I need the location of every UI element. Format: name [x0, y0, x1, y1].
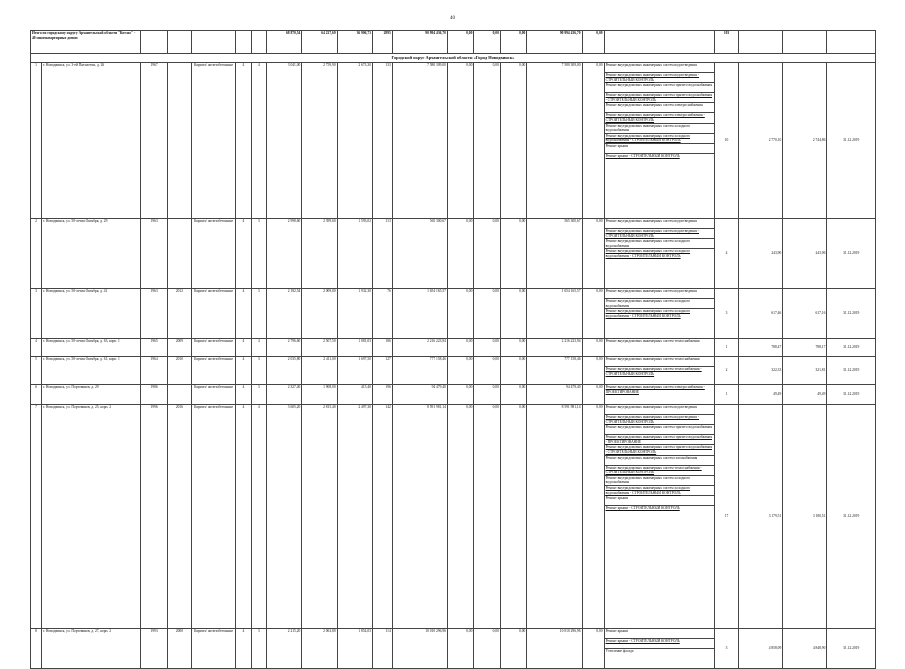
unit-cost-max: 243,90 [739, 219, 783, 289]
area-premises: 1 908,00 [302, 385, 337, 405]
totals-fund-federal: 0,00 [447, 31, 473, 54]
wall-material: Кирпич/ железобетонные [192, 629, 236, 669]
fund-federal: 0,00 [447, 385, 473, 405]
table-row [31, 629, 876, 669]
completion-date: 31.12.2019 [827, 289, 876, 339]
page-number: 40 [450, 16, 455, 21]
row-number: 6 [31, 385, 42, 405]
area-residential: 2 497,30 [337, 405, 372, 629]
work-item: Ремонт внутридомовых инженерных систем горячего водоснабжения - ПРОЕКТИРОВАНИЕ [605, 435, 713, 444]
unit-cost-actual: 321,81 [783, 357, 827, 385]
entrances-count: 3 [251, 219, 266, 289]
works-count: 17 [714, 405, 738, 629]
floors-count: 4 [236, 405, 251, 629]
works-count: 3 [714, 629, 738, 669]
totals-area-premises: 64 227,69 [302, 31, 337, 54]
repair-program-table [30, 30, 876, 669]
repair-cost: 2 216 223,94 [392, 339, 447, 357]
wall-material: Кирпич/ железобетонные [192, 339, 236, 357]
wall-material: Кирпич/ железобетонные [192, 219, 236, 289]
house-address: г. Новодвинск, ул. Портовиков, д. 29 [42, 385, 141, 405]
fund-regional: 0,00 [474, 629, 500, 669]
totals-fund-other: 0,00 [582, 31, 604, 54]
work-item: Ремонт внутридомовых инженерных систем горячего водоснабжения - СТРОИТЕЛЬНЫЙ КОНТРОЛЬ [605, 445, 713, 454]
fund-federal: 0,00 [447, 339, 473, 357]
area-total: 3 605,20 [267, 405, 302, 629]
area-total: 2 796,60 [267, 339, 302, 357]
work-item: Ремонт внутридомовых инженерных систем холодного водоснабжения [605, 476, 714, 486]
last-repair-year [167, 219, 191, 289]
fund-other: 0,00 [582, 289, 604, 339]
work-item: Ремонт внутридомовых инженерных систем горячего водоснабжения [605, 83, 714, 93]
fund-other: 0,00 [582, 385, 604, 405]
repair-cost: 7 580 309,00 [392, 63, 447, 219]
row-number: 1 [31, 63, 42, 219]
entrances-count: 3 [251, 385, 266, 405]
works-list [604, 385, 714, 405]
last-repair-year [167, 63, 191, 219]
totals-row [31, 31, 876, 54]
fund-other: 0,00 [582, 219, 604, 289]
area-residential: 1 697,50 [337, 357, 372, 385]
area-premises: 2 759,90 [302, 63, 337, 219]
last-repair-year: 2016 [167, 405, 191, 629]
work-item: Ремонт крыши [605, 496, 714, 506]
completion-date: 31.12.2019 [827, 629, 876, 669]
entrances-count: 3 [251, 289, 266, 339]
row-number: 3 [31, 289, 42, 339]
fund-local: 0,00 [500, 629, 526, 669]
work-item: Ремонт внутридомовых инженерных систем водоотведения - СТРОИТЕЛЬНЫЙ КОНТРОЛЬ [605, 73, 714, 83]
area-premises: 2 815,40 [302, 405, 337, 629]
unit-cost-actual: 4 848,90 [783, 629, 827, 669]
area-total: 2 327,40 [267, 385, 302, 405]
area-residential: 2 673,30 [337, 63, 372, 219]
fund-owners: 565 300,67 [527, 219, 582, 289]
entrances-count: 3 [251, 629, 266, 669]
residents-count: 114 [372, 629, 392, 669]
residents-count: 133 [372, 63, 392, 219]
last-repair-year: 2012 [167, 289, 191, 339]
work-item: Ремонт внутридомовых инженерных систем водоотведения [605, 219, 714, 229]
area-premises: 2 411,00 [302, 357, 337, 385]
last-repair-year [167, 385, 191, 405]
totals-area-residential: 36 906,73 [337, 31, 372, 54]
works-count: 3 [714, 289, 738, 339]
wall-material: Кирпич/ железобетонные [192, 405, 236, 629]
fund-owners: 777 158,46 [527, 357, 582, 385]
area-residential: 1 932,30 [337, 289, 372, 339]
works-list [604, 289, 714, 339]
residents-count: 142 [372, 405, 392, 629]
repair-cost: 777 158,46 [392, 357, 447, 385]
work-item: Утепление фасада [605, 649, 634, 653]
repair-cost: 565 300,67 [392, 219, 447, 289]
fund-local: 0,00 [500, 219, 526, 289]
totals-fund-owners: 90 994 436,70 [527, 31, 582, 54]
table-row [31, 405, 876, 629]
area-residential: 415,40 [337, 385, 372, 405]
entrances-count: 4 [251, 63, 266, 219]
entrances-count: 4 [251, 405, 266, 629]
fund-regional: 0,00 [474, 63, 500, 219]
works-list [604, 629, 714, 669]
build-year: 1993 [141, 629, 167, 669]
works-list [604, 357, 714, 385]
fund-local: 0,00 [500, 405, 526, 629]
fund-owners: 8 591 981,14 [527, 405, 582, 629]
work-item: Ремонт крыши [605, 629, 714, 639]
work-item: Ремонт крыши - СТРОИТЕЛЬНЫЙ КОНТРОЛЬ [605, 506, 680, 511]
work-item: Ремонт внутридомовых инженерных систем водоотведения - СТРОИТЕЛЬНЫЙ КОНТРОЛЬ [605, 229, 714, 239]
work-item: Ремонт внутридомовых инженерных систем водоотведения [605, 289, 714, 299]
work-item: Ремонт внутридомовых инженерных систем водоотведения - СТРОИТЕЛЬНЫЙ КОНТРОЛЬ [605, 415, 714, 425]
fund-local: 0,00 [500, 385, 526, 405]
completion-date: 31.12.2019 [827, 385, 876, 405]
build-year: 1967 [141, 63, 167, 219]
entrances-count: 4 [251, 339, 266, 357]
fund-local: 0,00 [500, 289, 526, 339]
last-repair-year: 2009 [167, 339, 191, 357]
unit-cost-actual: 617,16 [783, 289, 827, 339]
works-list [604, 219, 714, 289]
work-item: Ремонт внутридомовых инженерных систем теплоснабжения [605, 339, 700, 343]
fund-local: 0,00 [500, 339, 526, 357]
fund-regional: 0,00 [474, 405, 500, 629]
floors-count: 4 [236, 289, 251, 339]
works-count: 1 [714, 385, 738, 405]
table-row [31, 385, 876, 405]
work-item: Ремонт внутридомовых инженерных систем холодного водоснабжения [605, 124, 714, 134]
area-total: 2 998,60 [267, 219, 302, 289]
table-row [31, 219, 876, 289]
works-count: 10 [714, 63, 738, 219]
unit-cost-max: 4 858,09 [739, 629, 783, 669]
fund-other: 0,00 [582, 63, 604, 219]
fund-federal: 0,00 [447, 289, 473, 339]
completion-date: 31.12.2019 [827, 219, 876, 289]
work-item: Ремонт внутридомовых инженерных систем теплоснабжения - СТРОИТЕЛЬНЫЙ КОНТРОЛЬ [605, 466, 714, 476]
house-address: г. Новодвинск, ул. 50-летия Октября, д. 41 [42, 289, 141, 339]
residents-count: 196 [372, 385, 392, 405]
work-item: Ремонт внутридомовых инженерных систем электроснабжения - СТРОИТЕЛЬНЫЙ КОНТРОЛЬ [605, 113, 714, 123]
totals-cost: 90 994 436,70 [392, 31, 447, 54]
unit-cost-actual: 2 744,86 [783, 63, 827, 219]
fund-owners: 7 580 309,00 [527, 63, 582, 219]
row-number: 2 [31, 219, 42, 289]
works-list [604, 63, 714, 219]
unit-cost-max: 49,49 [739, 385, 783, 405]
table-row [31, 357, 876, 385]
work-item: Ремонт внутридомовых инженерных систем холодного водоснабжения - СТРОИТЕЛЬНЫЙ КОНТРОЛЬ [605, 249, 691, 258]
repair-cost: 10 010 296,96 [392, 629, 447, 669]
area-total: 2 035,80 [267, 357, 302, 385]
totals-works-count: 103 [714, 31, 738, 54]
house-address: г. Новодвинск, ул. 50-летия Октября, д. 63, корп. 1 [42, 339, 141, 357]
work-item: Ремонт крыши - СТРОИТЕЛЬНЫЙ КОНТРОЛЬ [605, 639, 714, 649]
totals-fund-local: 0,00 [500, 31, 526, 54]
residents-count: 186 [372, 339, 392, 357]
build-year: 1963 [141, 219, 167, 289]
work-item: Ремонт внутридомовых инженерных систем горячего водоснабжения [605, 425, 714, 435]
floors-count: 4 [236, 339, 251, 357]
build-year: 1965 [141, 339, 167, 357]
work-item: Ремонт внутридомовых инженерных систем электроснабжения - ПРОЕКТИРОВАНИЕ [605, 385, 705, 394]
area-residential: 1 593,02 [337, 219, 372, 289]
floors-count: 4 [236, 629, 251, 669]
last-repair-year: 2010 [167, 357, 191, 385]
fund-local: 0,00 [500, 357, 526, 385]
area-total: 3 041,00 [267, 63, 302, 219]
build-year: 1996 [141, 405, 167, 629]
row-number: 4 [31, 339, 42, 357]
unit-cost-max: 2 770,10 [739, 63, 783, 219]
area-residential: 1 081,03 [337, 339, 372, 357]
unit-cost-actual: 243,96 [783, 219, 827, 289]
last-repair-year: 2000 [167, 629, 191, 669]
unit-cost-actual: 788,17 [783, 339, 827, 357]
area-premises: 2 009,00 [302, 289, 337, 339]
totals-residents: 2895 [372, 31, 392, 54]
house-address: г. Новодвинск, ул. 50-летия Октября, д. 29 [42, 219, 141, 289]
fund-other: 0,00 [582, 339, 604, 357]
wall-material: Кирпич/ железобетонные [192, 289, 236, 339]
works-count: 1 [714, 339, 738, 357]
area-premises: 2 507,50 [302, 339, 337, 357]
table-body [31, 31, 876, 669]
work-item: Ремонт крыши [605, 144, 714, 154]
fund-local: 0,00 [500, 63, 526, 219]
unit-cost-actual: 49,49 [783, 385, 827, 405]
completion-date: 31.12.2019 [827, 357, 876, 385]
row-number: 7 [31, 405, 42, 629]
house-address: г. Новодвинск, ул. Портовиков, д. 27, корп. 2 [42, 629, 141, 669]
unit-cost-max: 322,33 [739, 357, 783, 385]
work-item: Ремонт внутридомовых инженерных систем теплоснабжения [605, 357, 714, 367]
completion-date: 31.12.2019 [827, 339, 876, 357]
wall-material: Кирпич/ железобетонные [192, 63, 236, 219]
works-count: 4 [714, 219, 738, 289]
unit-cost-max: 788,47 [739, 339, 783, 357]
repair-cost: 8 591 981,14 [392, 405, 447, 629]
section-title: Городской округ Архангельской области «Город Новодвинск» [31, 54, 876, 63]
build-year: 1986 [141, 385, 167, 405]
wall-material: Кирпич/ железобетонные [192, 357, 236, 385]
floors-count: 4 [236, 63, 251, 219]
works-list [604, 405, 714, 629]
fund-federal: 0,00 [447, 629, 473, 669]
fund-federal: 0,00 [447, 63, 473, 219]
area-total: 2 182,54 [267, 289, 302, 339]
work-item: Ремонт внутридомовых инженерных систем холодного водоснабжения [605, 299, 714, 309]
unit-cost-max: 3 179,51 [739, 405, 783, 629]
fund-owners: 2 216 223,94 [527, 339, 582, 357]
work-item: Ремонт внутридомовых инженерных систем теплоснабжения - СТРОИТЕЛЬНЫЙ КОНТРОЛЬ [605, 367, 702, 376]
completion-date: 31.12.2019 [827, 405, 876, 629]
build-year: 1963 [141, 289, 167, 339]
totals-area-total: 68 870,54 [267, 31, 302, 54]
fund-regional: 0,00 [474, 385, 500, 405]
fund-owners: 10 010 296,96 [527, 629, 582, 669]
table-row [31, 289, 876, 339]
unit-cost-max: 617,46 [739, 289, 783, 339]
house-address: г. Новодвинск, ул. Портовиков, д. 25, корп. 2 [42, 405, 141, 629]
area-total: 2 215,20 [267, 629, 302, 669]
area-premises: 2 399,60 [302, 219, 337, 289]
works-list [604, 339, 714, 357]
work-item: Ремонт внутридомовых инженерных систем холодного водоснабжения - СТРОИТЕЛЬНЫЙ КОНТРОЛЬ [605, 134, 714, 144]
entrances-count: 3 [251, 357, 266, 385]
residents-count: 127 [372, 357, 392, 385]
house-address: г. Новодвинск, ул. 50-летия Октября, д. 61, корп. 1 [42, 357, 141, 385]
completion-date: 31.12.2019 [827, 63, 876, 219]
works-count: 2 [714, 357, 738, 385]
fund-regional: 0,00 [474, 289, 500, 339]
work-item: Ремонт внутридомовых инженерных систем горячего водоснабжения - СТРОИТЕЛЬНЫЙ КОНТРОЛЬ [605, 93, 713, 102]
fund-federal: 0,00 [447, 357, 473, 385]
repair-cost: 1 654 165,57 [392, 289, 447, 339]
fund-regional: 0,00 [474, 219, 500, 289]
fund-other: 0,00 [582, 357, 604, 385]
table-row [31, 63, 876, 219]
work-item: Ремонт внутридомовых инженерных систем холодного водоснабжения [605, 239, 714, 249]
house-address: г. Новодвинск, ул. 3-ей Пятилетки, д. 26 [42, 63, 141, 219]
residents-count: 76 [372, 289, 392, 339]
build-year: 1964 [141, 357, 167, 385]
area-residential: 1 854,03 [337, 629, 372, 669]
work-item: Ремонт внутридомовых инженерных систем газоснабжения [605, 456, 714, 466]
totals-label: Итого по городскому округу Архангельской области "Котлас" - 40 многоквартирных домов: [31, 31, 141, 54]
fund-federal: 0,00 [447, 219, 473, 289]
floors-count: 4 [236, 385, 251, 405]
fund-regional: 0,00 [474, 339, 500, 357]
work-item: Ремонт внутридомовых инженерных систем водоотведения [605, 63, 714, 73]
row-number: 5 [31, 357, 42, 385]
table-row [31, 339, 876, 357]
section-header-row [31, 54, 876, 63]
repair-cost: 94 479,40 [392, 385, 447, 405]
fund-federal: 0,00 [447, 405, 473, 629]
fund-other: 0,00 [582, 405, 604, 629]
work-item: Ремонт внутридомовых инженерных систем водоотведения [605, 405, 714, 415]
unit-cost-actual: 3 180,51 [783, 405, 827, 629]
work-item: Ремонт крыши - СТРОИТЕЛЬНЫЙ КОНТРОЛЬ [605, 153, 680, 158]
wall-material: Кирпич/ железобетонные [192, 385, 236, 405]
floors-count: 4 [236, 219, 251, 289]
residents-count: 113 [372, 219, 392, 289]
totals-fund-regional: 0,00 [474, 31, 500, 54]
work-item: Ремонт внутридомовых инженерных систем холодного водоснабжения - СТРОИТЕЛЬНЫЙ КОНТРОЛЬ [605, 486, 714, 496]
row-number: 8 [31, 629, 42, 669]
area-premises: 2 063,80 [302, 629, 337, 669]
fund-owners: 1 654 165,57 [527, 289, 582, 339]
work-item: Ремонт внутридомовых инженерных систем электроснабжения [605, 103, 714, 113]
fund-regional: 0,00 [474, 357, 500, 385]
work-item: Ремонт внутридомовых инженерных систем холодного водоснабжения - СТРОИТЕЛЬНЫЙ КОНТРОЛЬ [605, 309, 691, 318]
floors-count: 4 [236, 357, 251, 385]
fund-owners: 94 479,40 [527, 385, 582, 405]
fund-other: 0,00 [582, 629, 604, 669]
